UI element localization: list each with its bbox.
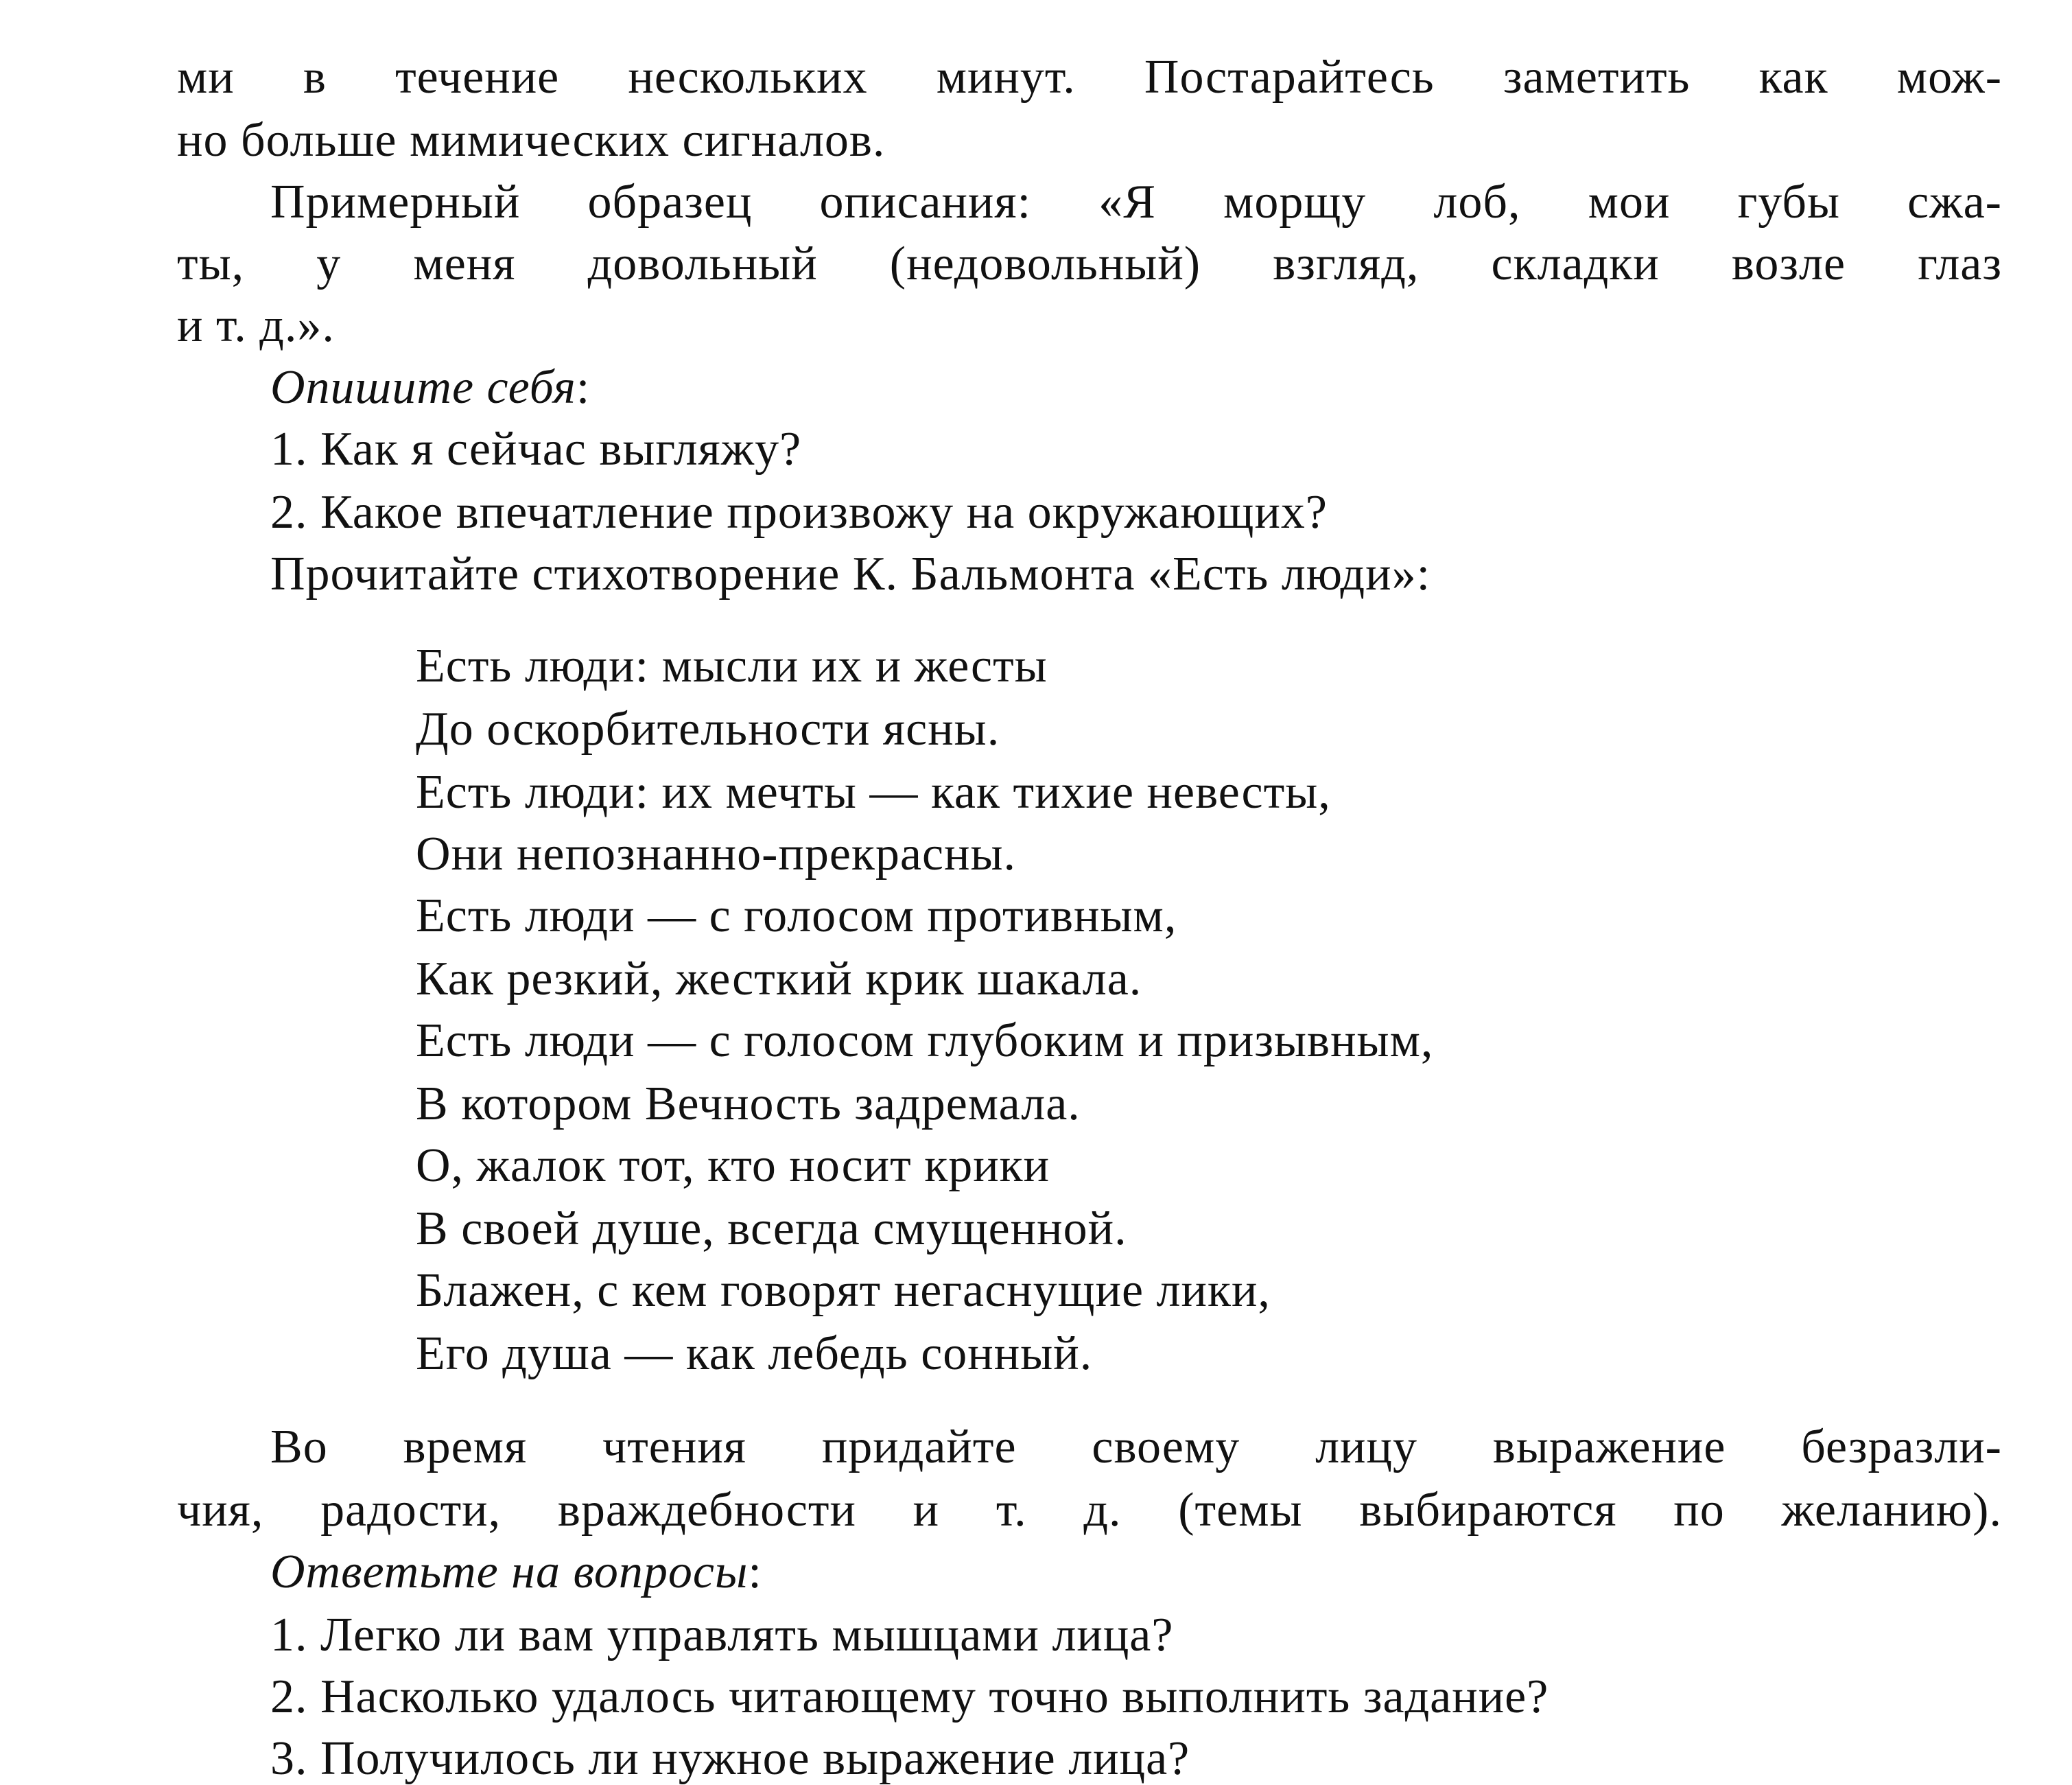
paragraph-1-line-1: ми в течение нескольких минут. Постарайтесь заметить как мож- bbox=[177, 51, 2002, 104]
poem-line-1: Есть люди: мысли их и жесты bbox=[416, 640, 1048, 692]
poem-line-3: Есть люди: их мечты — как тихие невесты, bbox=[416, 766, 1331, 819]
poem-line-6: Как резкий, жесткий крик шакала. bbox=[416, 953, 1142, 1005]
paragraph-3-line-2: чия, радости, враждебности и т. д. (темы выбираются по желанию). bbox=[177, 1484, 2002, 1537]
poem-line-10: В своей душе, всегда смущенной. bbox=[416, 1202, 1127, 1255]
poem-line-5: Есть люди — с голосом противным, bbox=[416, 889, 1177, 942]
paragraph-2-line-2: ты, у меня довольный (недовольный) взгляд, складки возле глаз bbox=[177, 237, 2002, 290]
paragraph-2-line-3: и т. д.». bbox=[177, 299, 335, 352]
poem-line-8: В котором Вечность задремала. bbox=[416, 1077, 1081, 1130]
poem-line-4: Они непознанно-прекрасны. bbox=[416, 828, 1017, 880]
task-1-heading-colon: : bbox=[576, 361, 591, 414]
paragraph-2-line-1: Примерный образец описания: «Я морщу лоб, мои губы сжа- bbox=[270, 176, 2002, 229]
poem-line-7: Есть люди — с голосом глубоким и призывным, bbox=[416, 1014, 1434, 1067]
paragraph-3-line-1: Во время чтения придайте своему лицу выражение безразли- bbox=[270, 1421, 2002, 1473]
paragraph-1-line-2: но больше мимических сигналов. bbox=[177, 114, 886, 167]
task-1-item-2: 2. Какое впечатление произвожу на окружающих? bbox=[270, 486, 1328, 539]
poem-line-2: До оскорбительности ясны. bbox=[416, 703, 1000, 756]
task-2-item-2: 2. Насколько удалось читающему точно выполнить задание? bbox=[270, 1670, 1549, 1723]
task-2-item-3: 3. Получилось ли нужное выражение лица? bbox=[270, 1732, 1190, 1785]
poem-line-12: Его душа — как лебедь сонный. bbox=[416, 1327, 1093, 1380]
task-1-heading-text: Опишите себя bbox=[270, 361, 576, 414]
task-2-heading-text: Ответьте на вопросы bbox=[270, 1545, 749, 1598]
task-1-heading bbox=[270, 361, 591, 414]
task-2-item-1: 1. Легко ли вам управлять мышцами лица? bbox=[270, 1609, 1174, 1661]
task-1-item-1: 1. Как я сейчас выгляжу? bbox=[270, 423, 802, 476]
poem-intro: Прочитайте стихотворение К. Бальмонта «Есть люди»: bbox=[270, 548, 1431, 600]
poem-line-9: О, жалок тот, кто носит крики bbox=[416, 1139, 1050, 1192]
task-2-heading-colon: : bbox=[748, 1545, 762, 1598]
poem-line-11: Блажен, с кем говорят негаснущие лики, bbox=[416, 1264, 1271, 1317]
task-2-heading bbox=[270, 1545, 762, 1598]
